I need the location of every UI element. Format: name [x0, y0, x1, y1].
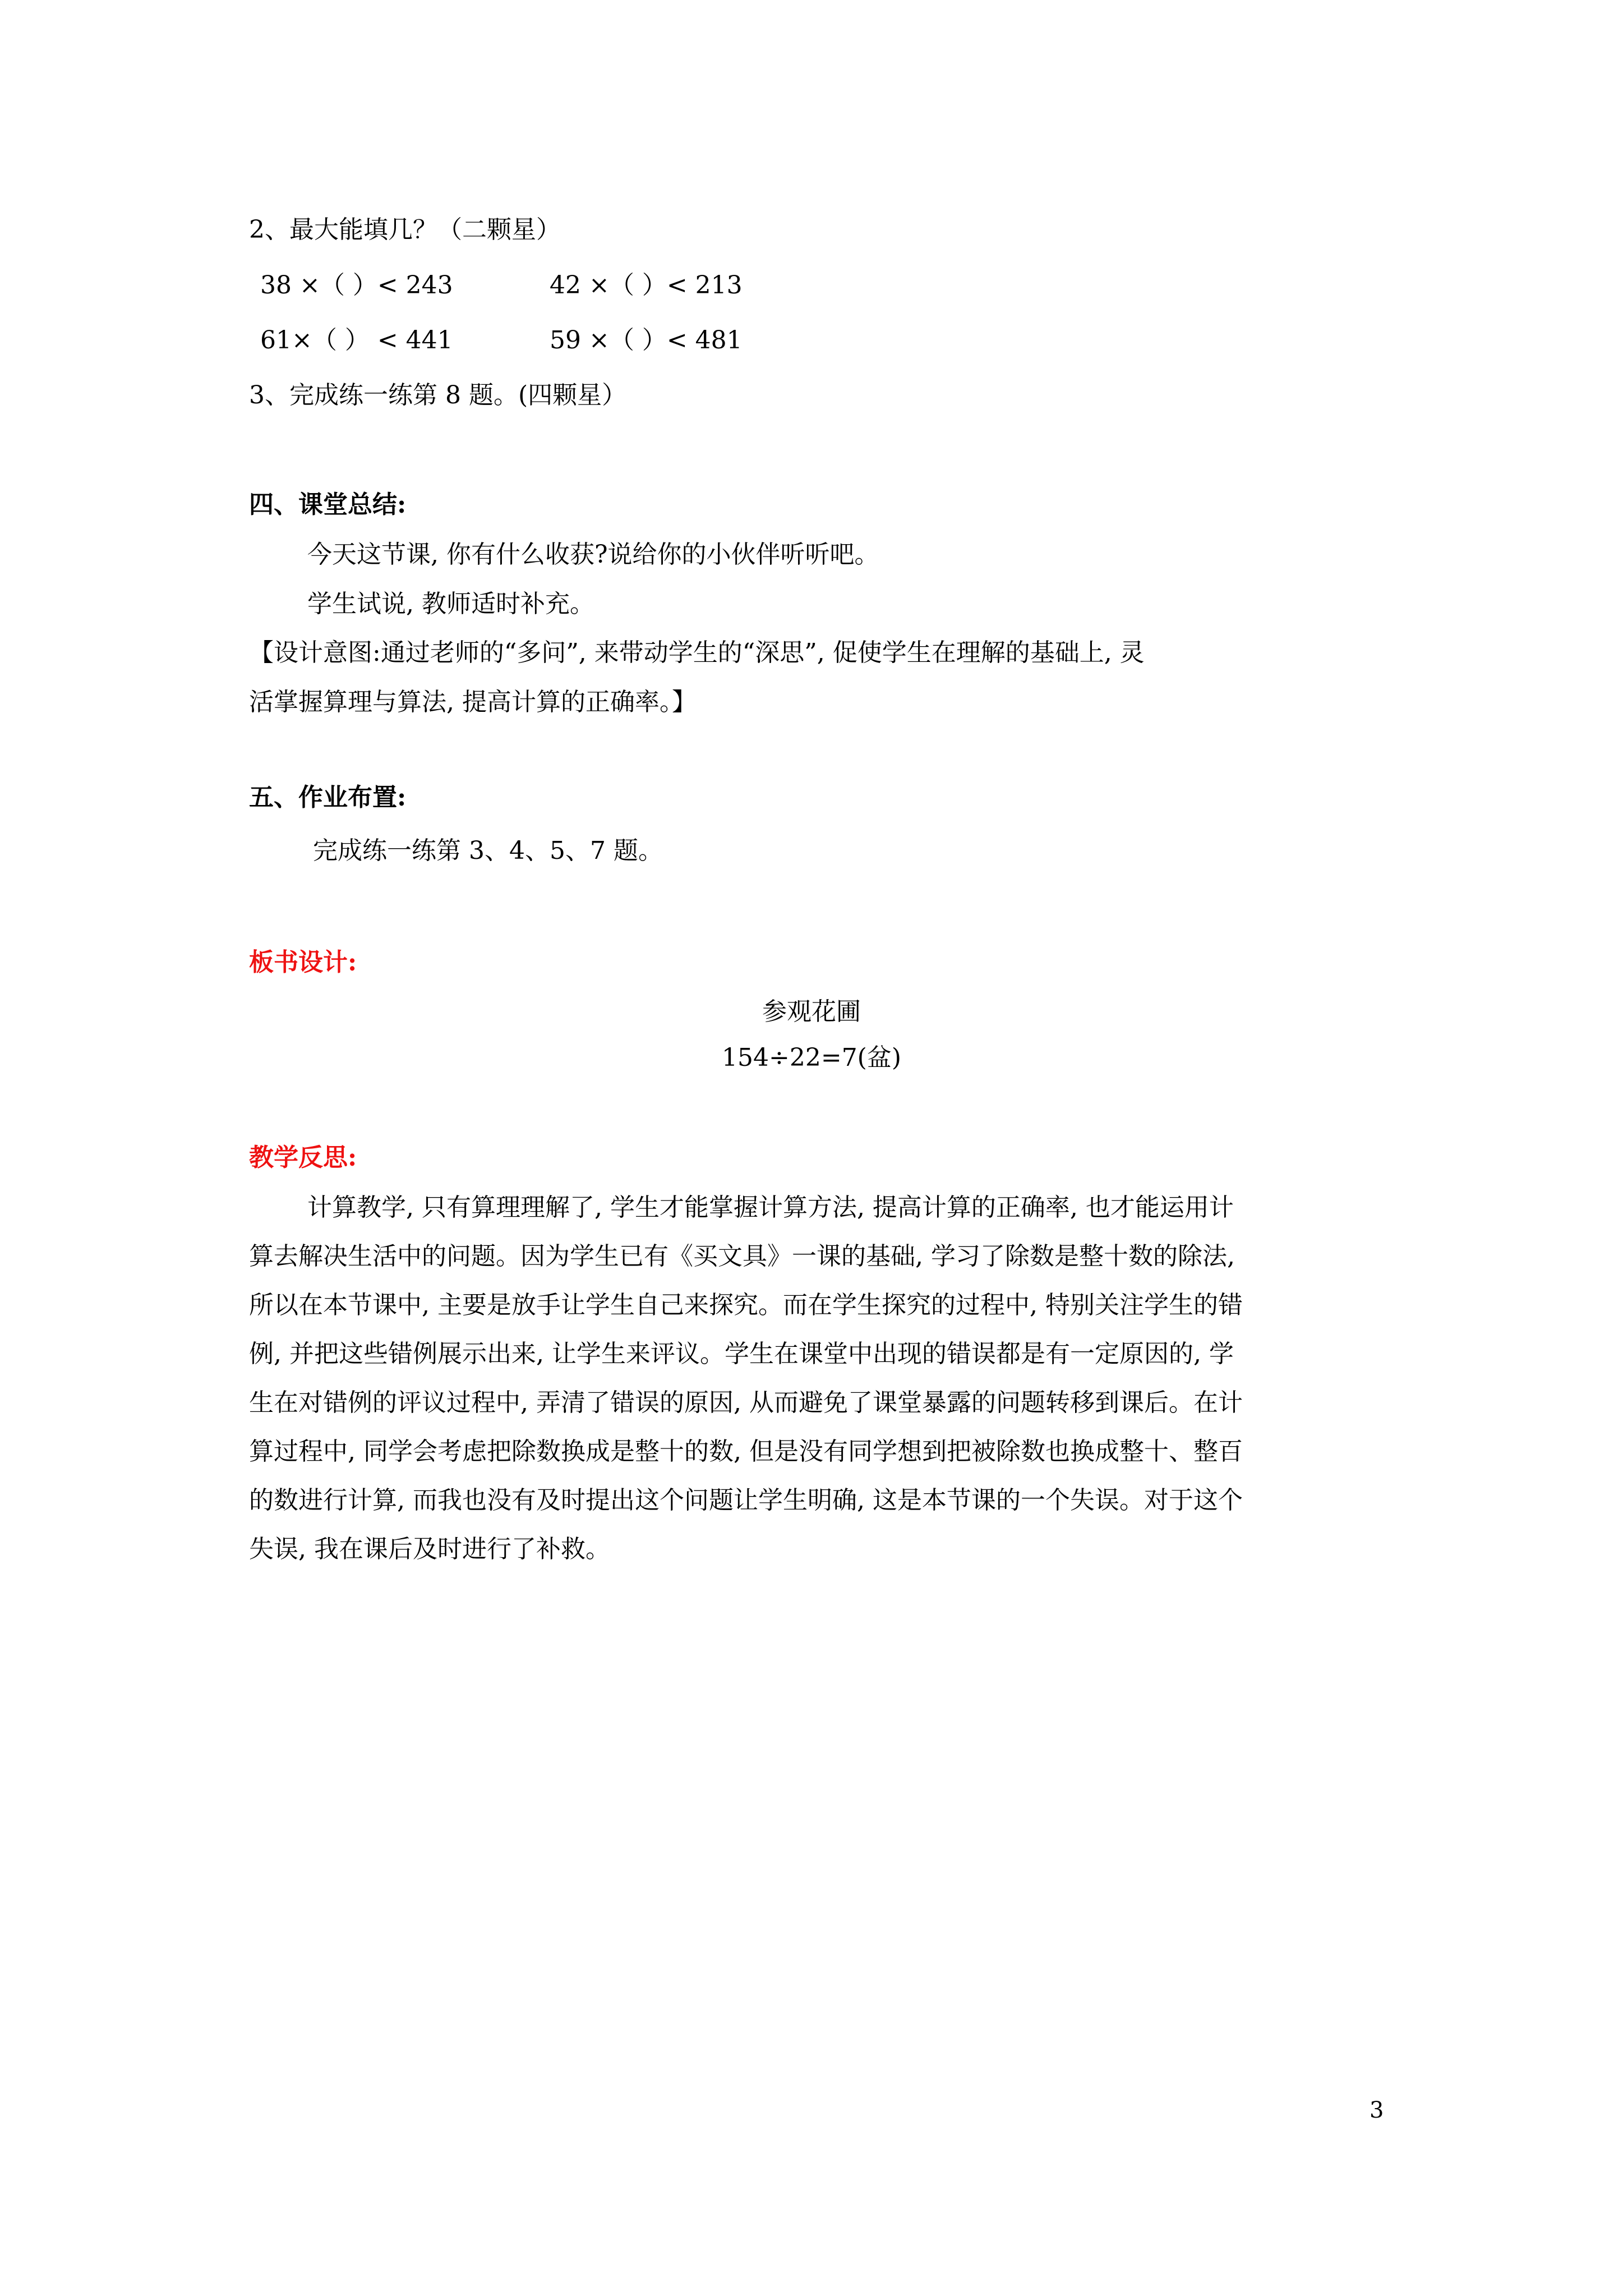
reflection-line-6: 算过程中, 同学会考虑把除数换成是整十的数, 但是没有同学想到把被除数也换成整十、整百	[249, 1437, 1243, 1466]
reflection-line-8: 失误, 我在课后及时进行了补救。	[249, 1535, 610, 1563]
summary-line-2: 学生试说, 教师适时补充。	[307, 590, 594, 618]
exercise-2-row1-b: 42 ×（ ）< 213	[550, 271, 743, 300]
reflection-line-5: 生在对错例的评议过程中, 弄清了错误的原因, 从而避免了课堂暴露的问题转移到课后。在计	[249, 1388, 1243, 1417]
homework-heading: 五、作业布置:	[249, 783, 407, 812]
reflection-line-2: 算去解决生活中的问题。因为学生已有《买文具》一课的基础, 学习了除数是整十数的除法,	[249, 1242, 1235, 1271]
homework-text: 完成练一练第 3、4、5、7 题。	[313, 836, 663, 865]
exercise-2-row2-b: 59 ×（ ）< 481	[550, 326, 743, 355]
design-intent-line-2: 活掌握算理与算法, 提高计算的正确率。】	[249, 688, 697, 716]
summary-line-1: 今天这节课, 你有什么收获?说给你的小伙伴听听吧。	[307, 540, 879, 569]
exercise-2-row2-a: 61×（ ） < 441	[260, 326, 453, 355]
reflection-line-7: 的数进行计算, 而我也没有及时提出这个问题让学生明确, 这是本节课的一个失误。对于这个	[249, 1486, 1243, 1515]
design-intent-line-1: 【设计意图:通过老师的“多问”, 来带动学生的“深思”, 促使学生在理解的基础上, 灵	[249, 638, 1145, 667]
exercise-2-row1-a: 38 ×（ ）< 243	[260, 271, 453, 300]
reflection-line-1: 计算教学, 只有算理理解了, 学生才能掌握计算方法, 提高计算的正确率, 也才能运用计	[307, 1193, 1234, 1222]
reflection-line-4: 例, 并把这些错例展示出来, 让学生来评议。学生在课堂中出现的错误都是有一定原因的, 学	[249, 1340, 1234, 1368]
page-number: 3	[1370, 2097, 1384, 2123]
exercise-2-title: 2、最大能填几？（二颗星）	[249, 215, 561, 244]
board-title: 参观花圃	[762, 997, 861, 1026]
summary-heading: 四、课堂总结:	[249, 490, 407, 519]
exercise-3: 3、完成练一练第 8 题。(四颗星）	[249, 381, 627, 409]
reflection-heading: 教学反思:	[249, 1143, 357, 1172]
board-design-heading: 板书设计:	[249, 948, 357, 977]
reflection-line-3: 所以在本节课中, 主要是放手让学生自己来探究。而在学生探究的过程中, 特别关注学生的错	[249, 1291, 1243, 1319]
board-formula: 154÷22=7(盆)	[721, 1043, 902, 1072]
